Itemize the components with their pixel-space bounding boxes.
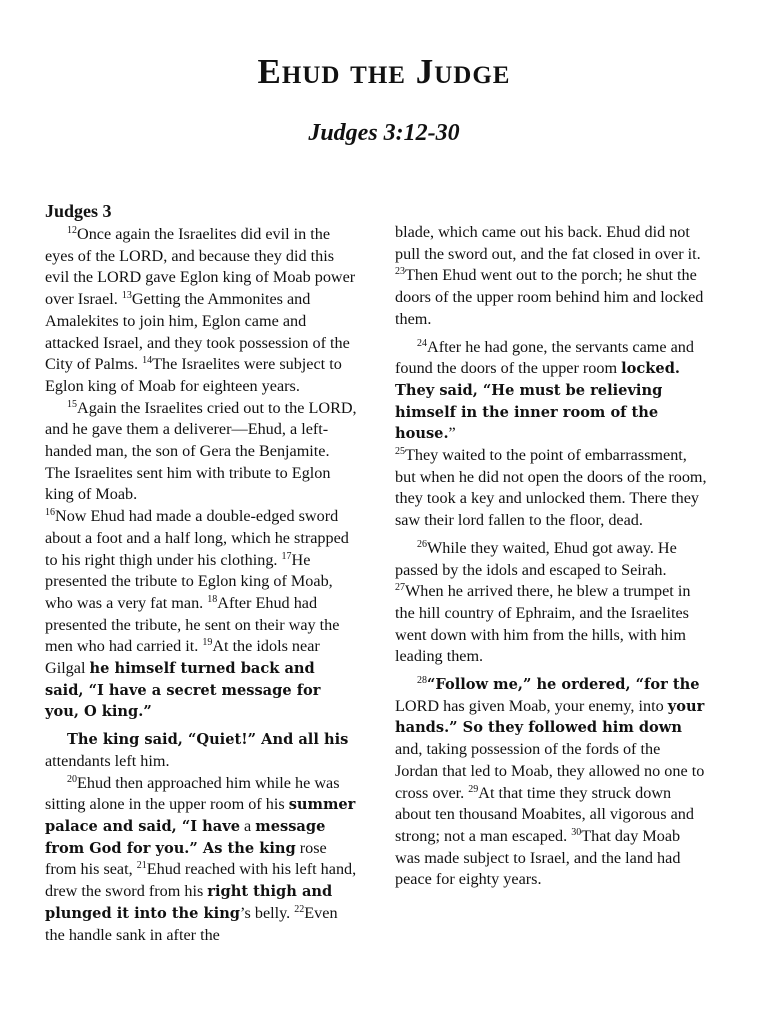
verse-text: ” xyxy=(448,424,456,443)
verse-text: Getting the Ammonites and Amalekites to join him, Eglon came and attacked Israel, and they took possession of the City of Palms. xyxy=(45,290,350,374)
verse-text: blade, which came out his back. Ehud did not pull the sword out, and the fat closed in over it. xyxy=(395,223,701,263)
verse-text: The king said, “Quiet!” And all his xyxy=(67,731,349,749)
verse-text: While they waited, Ehud got away. He passed by the idols and escaped to Seirah. xyxy=(395,538,677,579)
verse-text: Once again the Israelites did evil in the eyes of the LORD, and because they did this evil the LORD gave Eglon king of Moab power over Israel. xyxy=(45,225,356,309)
verse-number: 23 xyxy=(395,266,405,278)
verse-text: your hands.” So they followed him down xyxy=(395,697,705,737)
verse-number: 14 xyxy=(142,355,153,367)
verse-number: 16 xyxy=(45,507,55,519)
verse-text: After he had gone, the servants came and found the doors of the upper room xyxy=(395,337,694,378)
scripture-reference: Judges 3:12-30 xyxy=(308,120,460,146)
verse-text: a xyxy=(239,816,256,835)
verse-number: 13 xyxy=(121,290,132,302)
verse-number: 17 xyxy=(281,550,292,562)
verse-text: LORD has given Moab, your enemy, into xyxy=(395,696,668,715)
verse-number: 28 xyxy=(417,675,427,687)
right-column xyxy=(395,222,707,891)
verse-text: summer palace and said, “I have xyxy=(45,796,356,835)
paragraph-verse-25 xyxy=(395,445,707,532)
verse-text: Now Ehud had made a double-edged sword about a foot and a half long, which he strapped to his right thigh under his clothing. xyxy=(45,507,349,569)
verse-text: They waited to the point of embarrassment, but when he did not open the doors of the room, they took a key and unlocked them. There they saw their lord fallen to the floor, dead. xyxy=(395,446,707,530)
verse-text: locked. They said, “He must be relieving himself in the inner room of the house. xyxy=(395,360,680,443)
verse-text: right thigh and plunged it into the king xyxy=(45,883,333,922)
verse-text: The Israelites were subject to Eglon king of Moab for eighteen years. xyxy=(45,355,342,395)
verse-text: Again the Israelites cried out to the LORD, and he gave them a deliverer—Ehud, a left-handed man, the son of Gera the Benjamite. The Israelites sent him with tribute to Eglon king of Moab. xyxy=(45,398,357,504)
verse-text: When he arrived there, he blew a trumpet in the hill country of Ephraim, and the Israelites went down with him from the hills, with him leading them. xyxy=(395,582,691,666)
paragraph-verses-20-22 xyxy=(45,773,357,947)
chapter-heading: Judges 3 xyxy=(45,201,112,221)
paragraph-verses-16-19 xyxy=(45,506,357,723)
verse-text: That day Moab was made subject to Israel, and the land had peace for eighty years. xyxy=(395,826,681,889)
paragraph-verses-28-30 xyxy=(395,674,707,891)
verse-text: rose from his seat, xyxy=(45,838,327,879)
verse-number: 26 xyxy=(417,538,427,550)
verse-number: 18 xyxy=(207,593,218,605)
verse-text: He presented the tribute to Eglon king of Moab, who was a very fat man. xyxy=(45,550,333,612)
verse-text: he himself turned back and said, “I have a secret message for you, O king.” xyxy=(45,660,321,721)
paragraph-verses-26-27 xyxy=(395,538,707,668)
verse-number: 29 xyxy=(468,783,479,795)
verse-number: 25 xyxy=(395,446,405,458)
paragraph-verses-12-14 xyxy=(45,224,357,398)
left-column xyxy=(45,200,357,946)
verse-number: 15 xyxy=(67,398,77,410)
verse-number: 22 xyxy=(294,903,305,915)
paragraph-verses-22-23 xyxy=(395,222,707,331)
verse-text: “Follow me,” he ordered, “for the xyxy=(427,676,700,694)
page-title: Ehud the Judge xyxy=(257,52,511,91)
verse-text: message from God for you.” As the king xyxy=(45,817,326,857)
verse-text: Ehud then approached him while he was sitting alone in the upper room of his xyxy=(45,773,340,814)
verse-text: Even the handle sank in after the xyxy=(45,903,338,944)
verse-text: At that time they struck down about ten thousand Moabites, all vigorous and strong; not a man escaped. xyxy=(395,783,694,845)
verse-number: 27 xyxy=(395,582,405,594)
paragraph-verses-24-25 xyxy=(395,337,707,446)
verse-number: 12 xyxy=(67,225,77,236)
verse-number: 20 xyxy=(67,773,77,785)
verse-number: 30 xyxy=(571,826,582,838)
verse-text: After Ehud had presented the tribute, he sent on their way the men who had carried it. xyxy=(45,593,340,656)
paragraph-verses-15-19 xyxy=(45,398,357,507)
verse-number: 19 xyxy=(202,637,213,649)
paragraph-verse-19-cont xyxy=(45,729,357,772)
verse-number: 24 xyxy=(417,337,427,349)
verse-text: Ehud reached with his left hand, drew the sword from his xyxy=(45,860,357,901)
verse-text: ’s belly. xyxy=(240,903,295,922)
verse-text: and, taking possession of the fords of the Jordan that led to Moab, they allowed no one to cross over. xyxy=(395,740,705,802)
verse-number: 21 xyxy=(136,860,147,872)
verse-text: Then Ehud went out to the porch; he shut the doors of the upper room behind him and locked them. xyxy=(395,266,704,328)
verse-text: At the idols near Gilgal xyxy=(45,637,320,678)
verse-text: attendants left him. xyxy=(45,751,170,770)
